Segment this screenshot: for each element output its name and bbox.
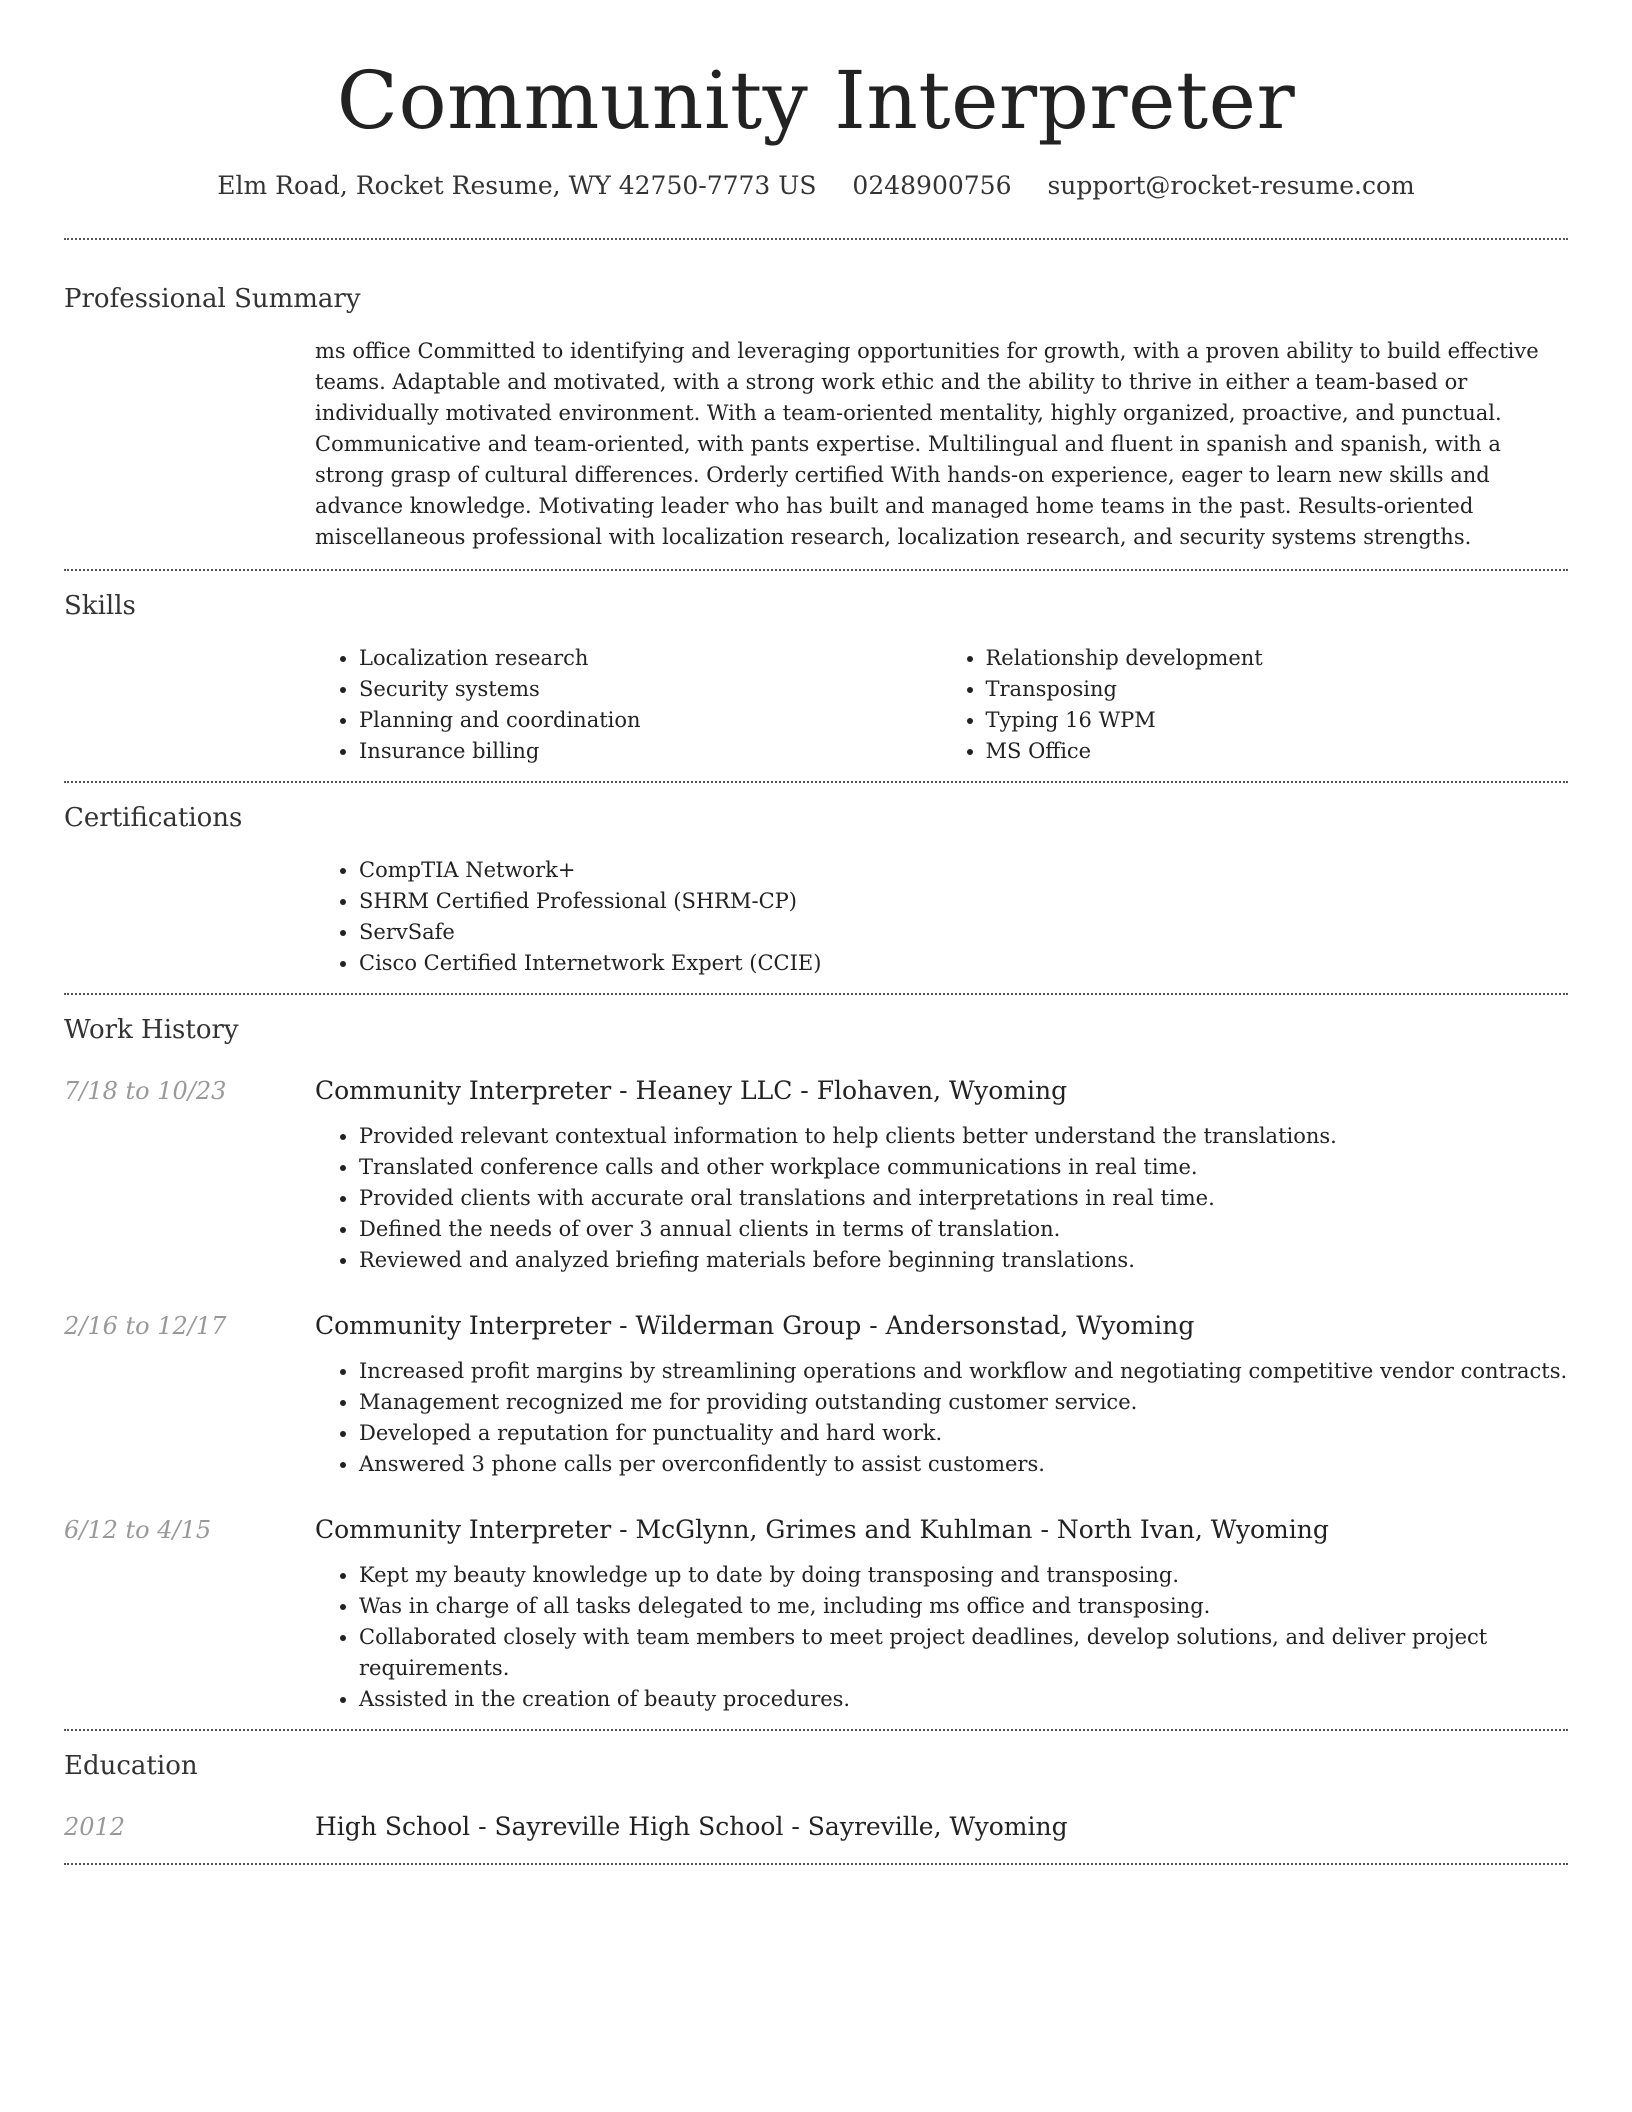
- job-bullet: • Defined the needs of over 3 annual clients in terms of translation.: [359, 1214, 1568, 1245]
- summary-section: [64, 240, 1568, 553]
- job-bullets-wrap: [315, 1560, 1568, 1715]
- job-heading: Community Interpreter - McGlynn, Grimes and Kuhlman - North Ivan, Wyoming: [315, 1515, 1329, 1544]
- skills-section: [64, 571, 1568, 767]
- certifications-list-wrap: [315, 855, 1568, 979]
- summary-title: Professional Summary: [64, 284, 361, 314]
- certifications-section: [64, 783, 1568, 979]
- job-bullets-wrap: [315, 1121, 1568, 1276]
- job-bullets: [315, 1121, 1568, 1276]
- education-heading: High School - Sayreville High School - Sayreville, Wyoming: [315, 1812, 1068, 1841]
- certifications-title: Certifications: [64, 803, 243, 833]
- education-entry: [64, 1811, 1568, 1863]
- job-bullet: • Translated conference calls and other workplace communications in real time.: [359, 1152, 1568, 1183]
- skills-list-left: [315, 643, 942, 767]
- job-dates: 7/18 to 10/23: [64, 1077, 227, 1105]
- summary-text: ms office Committed to identifying and leveraging opportunities for growth, with a proven ability to build effective teams. Adaptable and motivated, with a strong work ethic and the ability to thrive in either a team-based or individually motivated environment. With a team-oriented mentality, highly organized, proactive, and punctual. Communicative and team-oriented, with pants expertise. Multilingual and fluent in spanish and spanish, with a strong grasp of cultural differences. Orderly certified With hands-on experience, eager to learn new skills and advance knowledge. Motivating leader who has built and managed home teams in the past. Results-oriented miscellaneous professional with localization research, localization research, and security systems strengths.: [315, 339, 1539, 549]
- skill-item: • Typing 16 WPM: [986, 705, 1569, 736]
- education-title: Education: [64, 1751, 198, 1781]
- divider: [64, 1863, 1568, 1865]
- skill-item: • MS Office: [986, 736, 1569, 767]
- certification-item: • Cisco Certified Internetwork Expert (CCIE): [359, 948, 1568, 979]
- skill-item: • Relationship development: [986, 643, 1569, 674]
- job-bullet: • Answered 3 phone calls per overconfidently to assist customers.: [359, 1449, 1568, 1480]
- skills-grid: [315, 643, 1568, 767]
- job-bullet: • Increased profit margins by streamlining operations and workflow and negotiating competitive vendor contracts.: [359, 1356, 1568, 1387]
- job-entry: [64, 1075, 1568, 1276]
- skill-item: • Planning and coordination: [359, 705, 942, 736]
- job-entry: [64, 1514, 1568, 1715]
- job-bullet: • Was in charge of all tasks delegated to me, including ms office and transposing.: [359, 1591, 1568, 1622]
- skill-item: • Transposing: [986, 674, 1569, 705]
- skill-item: • Localization research: [359, 643, 942, 674]
- contact-phone: 0248900756: [852, 171, 1012, 200]
- certification-item: • ServSafe: [359, 917, 1568, 948]
- education-section: [64, 1731, 1568, 1863]
- skill-item: • Insurance billing: [359, 736, 942, 767]
- certification-item: • CompTIA Network+: [359, 855, 1568, 886]
- job-bullet: • Kept my beauty knowledge up to date by doing transposing and transposing.: [359, 1560, 1568, 1591]
- job-heading: Community Interpreter - Wilderman Group - Andersonstad, Wyoming: [315, 1311, 1195, 1340]
- skill-item: • Security systems: [359, 674, 942, 705]
- job-dates: 2/16 to 12/17: [64, 1312, 227, 1340]
- job-bullet: • Assisted in the creation of beauty procedures.: [359, 1684, 1568, 1715]
- skills-list-right: [942, 643, 1569, 767]
- job-bullet: • Provided clients with accurate oral translations and interpretations in real time.: [359, 1183, 1568, 1214]
- contact-email: support@rocket-resume.com: [1047, 171, 1415, 200]
- job-bullet: • Collaborated closely with team members to meet project deadlines, develop solutions, and deliver project requirements.: [359, 1622, 1568, 1684]
- job-bullet: • Reviewed and analyzed briefing materials before beginning translations.: [359, 1245, 1568, 1276]
- contact-address: Elm Road, Rocket Resume, WY 42750-7773 US: [217, 171, 817, 200]
- job-entry: [64, 1310, 1568, 1480]
- job-dates: 6/12 to 4/15: [64, 1516, 212, 1544]
- job-bullets: [315, 1560, 1568, 1715]
- certifications-list: [315, 855, 1568, 979]
- job-bullet: • Provided relevant contextual information to help clients better understand the translations.: [359, 1121, 1568, 1152]
- certification-item: • SHRM Certified Professional (SHRM-CP): [359, 886, 1568, 917]
- work-history-section: [64, 995, 1568, 1729]
- contact-line: [64, 170, 1568, 202]
- candidate-name: Community Interpreter: [336, 54, 1296, 147]
- job-heading: Community Interpreter - Heaney LLC - Flohaven, Wyoming: [315, 1076, 1068, 1105]
- education-year: 2012: [64, 1813, 126, 1841]
- skills-title: Skills: [64, 591, 136, 621]
- job-bullet: • Management recognized me for providing outstanding customer service.: [359, 1387, 1568, 1418]
- job-bullet: • Developed a reputation for punctuality and hard work.: [359, 1418, 1568, 1449]
- work-history-title: Work History: [64, 1015, 239, 1045]
- job-bullets: [315, 1356, 1568, 1480]
- resume-page: [64, 0, 1568, 1865]
- job-bullets-wrap: [315, 1356, 1568, 1480]
